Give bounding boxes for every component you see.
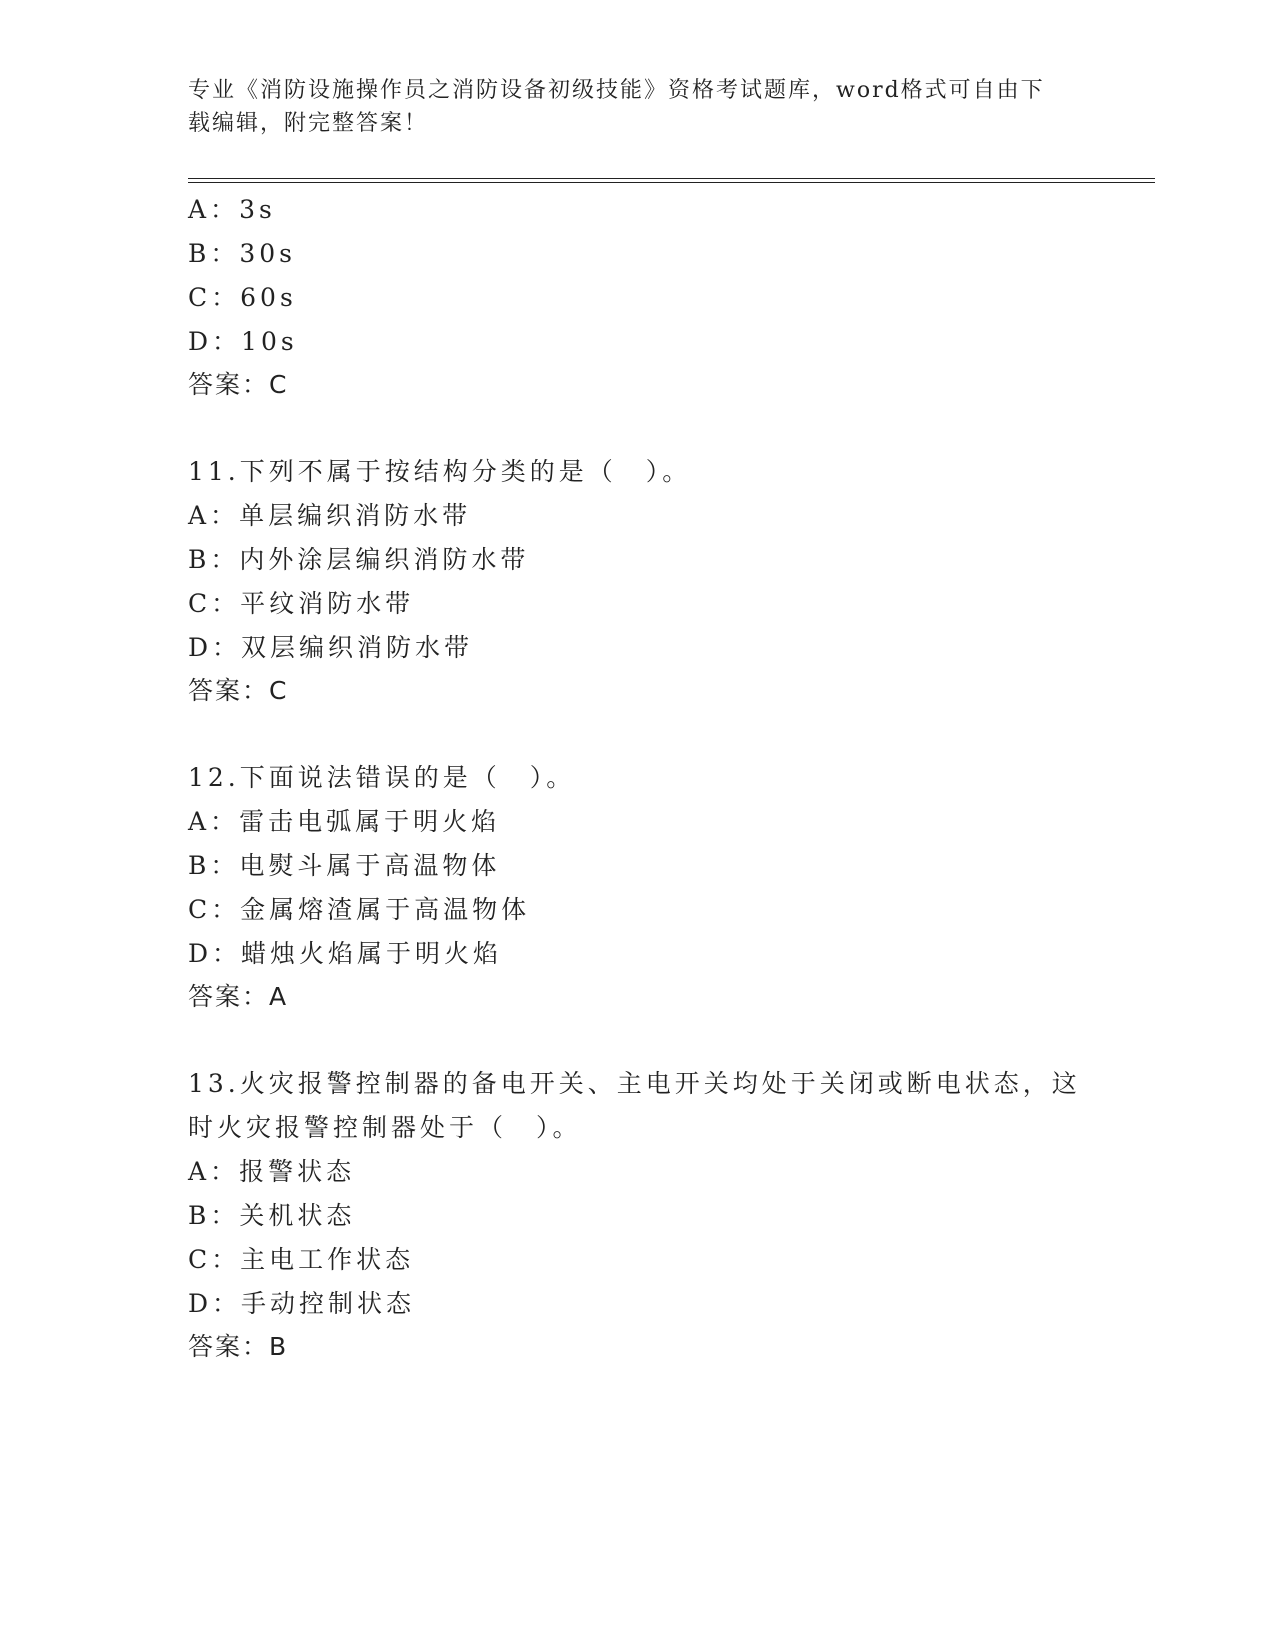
q12-question: 12.下面说法错误的是（ ）。 (188, 763, 576, 792)
option-letter: A： (188, 501, 240, 530)
q12-option-b (188, 850, 500, 882)
option-text: 关机状态 (239, 1201, 356, 1230)
option-text: 10s (241, 327, 298, 356)
option-letter: B： (188, 239, 240, 268)
option-text: 报警状态 (239, 1157, 356, 1186)
q11-option-c (188, 588, 414, 620)
document-header (188, 74, 1068, 140)
q10-answer: 答案：C (188, 370, 289, 399)
option-letter: D： (188, 633, 242, 662)
option-text: 双层编织消防水带 (241, 633, 474, 662)
q11-option-a (188, 500, 471, 532)
option-letter: A： (188, 807, 240, 836)
q13-option-b (188, 1200, 355, 1232)
option-letter: D： (188, 939, 242, 968)
option-text: 单层编织消防水带 (239, 501, 472, 530)
q12-option-a (188, 806, 500, 838)
header-divider-bottom (188, 182, 1155, 183)
option-letter: B： (188, 1201, 240, 1230)
option-text: 主电工作状态 (240, 1245, 415, 1274)
header-divider-top (188, 178, 1155, 179)
q13-option-d (188, 1288, 415, 1320)
option-text: 雷击电弧属于明火焰 (239, 807, 501, 836)
option-letter: C： (188, 895, 241, 924)
q13-question-line-1: 13.火灾报警控制器的备电开关、主电开关均处于关闭或断电状态，这 (188, 1069, 1081, 1098)
option-text: 30s (239, 239, 297, 268)
option-letter: C： (188, 283, 241, 312)
q10-option-d (188, 326, 298, 358)
q12-option-c (188, 894, 530, 926)
option-letter: B： (188, 545, 240, 574)
q13-question-line-2: 时火灾报警控制器处于（ ）。 (188, 1113, 582, 1142)
option-text: 手动控制状态 (241, 1289, 416, 1318)
option-letter: C： (188, 1245, 241, 1274)
option-text: 内外涂层编织消防水带 (239, 545, 530, 574)
option-letter: A： (188, 1157, 240, 1186)
option-text: 平纹消防水带 (240, 589, 415, 618)
q10-option-c (188, 282, 297, 314)
q11-question: 11.下列不属于按结构分类的是（ ）。 (188, 457, 692, 486)
q12-option-d (188, 938, 502, 970)
option-text: 金属熔渣属于高温物体 (240, 895, 531, 924)
header-line-1: 专业《消防设施操作员之消防设备初级技能》资格考试题库，word格式可自由下 (188, 78, 1045, 103)
q13-option-c (188, 1244, 414, 1276)
header-line-2: 载编辑，附完整答案！ (188, 111, 429, 136)
q11-option-b (188, 544, 529, 576)
option-text: 60s (240, 283, 297, 312)
q13-option-a (188, 1156, 355, 1188)
option-letter: A： (188, 195, 240, 224)
option-letter: D： (188, 327, 242, 356)
q11-option-d (188, 632, 473, 664)
q11-answer: 答案：C (188, 676, 289, 705)
option-letter: D： (188, 1289, 242, 1318)
q10-option-b (188, 238, 296, 270)
q10-option-a (188, 194, 276, 226)
option-text: 电熨斗属于高温物体 (239, 851, 501, 880)
option-text: 3s (239, 195, 276, 224)
option-letter: B： (188, 851, 240, 880)
option-letter: C： (188, 589, 241, 618)
q13-answer: 答案：B (188, 1332, 289, 1361)
option-text: 蜡烛火焰属于明火焰 (241, 939, 503, 968)
q12-answer: 答案：A (188, 982, 289, 1011)
